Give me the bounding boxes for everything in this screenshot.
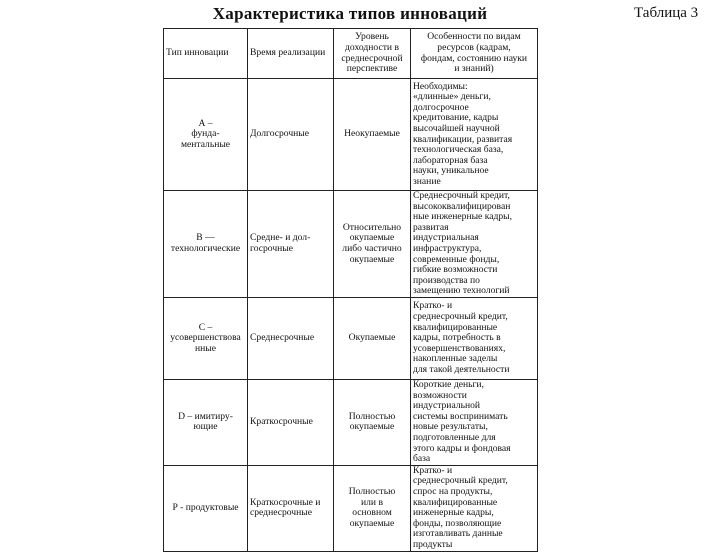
cell-type: Р - продуктовые [164,465,248,551]
cell-profit: Полностью или в основном окупаемые [334,465,411,551]
page-title: Характеристика типов инноваций [212,4,488,23]
innovation-types-table [163,28,538,552]
cell-time: Среднесрочные [248,297,334,379]
cell-type: В — технологические [164,191,248,298]
cell-profit: Неокупаемые [334,79,411,191]
cell-resources: Кратко- и среднесрочный кредит, квалифицированные кадры, потребность в усовершенствованиях, накопленные заделы для такой деятельности [411,297,538,379]
table-row [164,191,538,298]
header-type: Тип инновации [164,29,248,79]
cell-time: Долгосрочные [248,79,334,191]
cell-resources: Кратко- и среднесрочный кредит, спрос на продукты, квалифицированные инженерные кадры, фонды, позволяющие изготавливать данные продукты [411,465,538,551]
table-row [164,79,538,191]
cell-time: Краткосрочные [248,379,334,465]
table-row [164,297,538,379]
table-header-row [164,29,538,79]
cell-time: Средне- и дол- госрочные [248,191,334,298]
header-time: Время реализации [248,29,334,79]
cell-type: А – фунда- ментальные [164,79,248,191]
cell-resources: Короткие деньги, возможности индустриальной системы воспринимать новые результаты, подготовленные для этого кадры и фондовая база [411,379,538,465]
cell-resources: Среднесрочный кредит, высококвалифицирован ные инженерные кадры, развитая индустриальная инфраструктура, современные фонды, гибкие возможности производства по замещению технологий [411,191,538,298]
cell-resources: Необходимы: «длинные» деньги, долгосрочное кредитование, кадры высочайшей научной квалификации, развитая технологическая база, лабораторная база науки, уникальное знание [411,79,538,191]
cell-time: Краткосрочные и среднесрочные [248,465,334,551]
header-profit: Уровень доходности в среднесрочной перспективе [334,29,411,79]
cell-profit: Окупаемые [334,297,411,379]
header-resources: Особенности по видам ресурсов (кадрам, фондам, состоянию науки и знаний) [411,29,538,79]
cell-type: С – усовершенствова нные [164,297,248,379]
table-label: Таблица 3 [634,5,699,21]
cell-profit: Полностью окупаемые [334,379,411,465]
table-row [164,465,538,551]
cell-profit: Относительно окупаемые либо частично окупаемые [334,191,411,298]
table-row [164,379,538,465]
cell-type: D – имитиру- ющие [164,379,248,465]
